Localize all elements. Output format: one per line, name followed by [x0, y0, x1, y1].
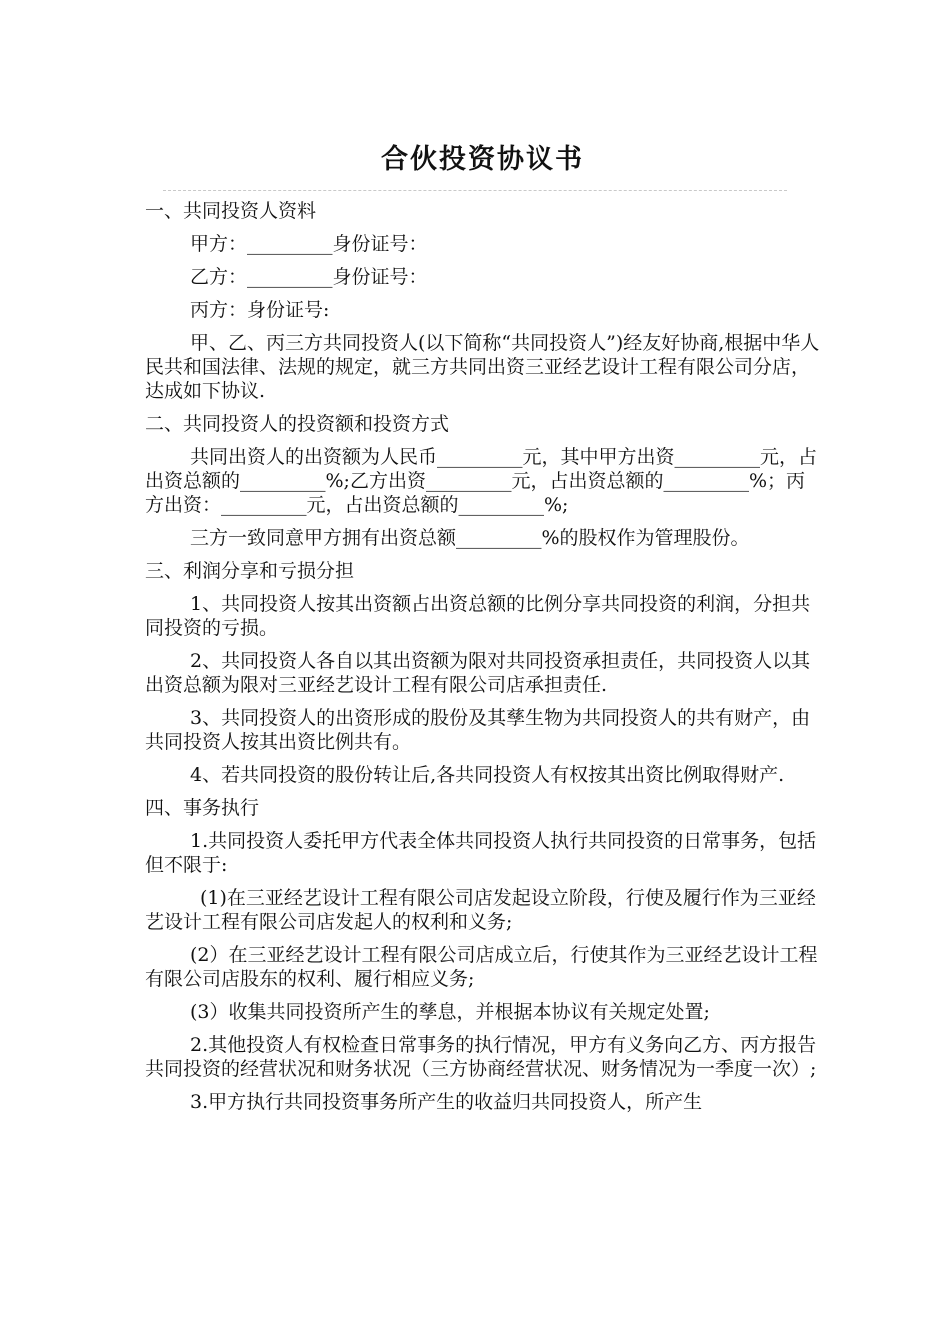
intro-paragraph: 甲、乙、丙三方共同投资人(以下简称“共同投资人”)经友好协商,根据中华人民共和国法律、法规的规定，就三方共同出资三亚经艺设计工程有限公司分店，达成如下协议. — [145, 332, 820, 402]
management-share-paragraph: 三方一致同意甲方拥有出资总额_________%的股权作为管理股份。 — [190, 527, 750, 549]
investment-amount-paragraph: 共同出资人的出资额为人民币_________元，其中甲方出资_________元，占出资总额的_________%;乙方出资_________元，占出资总额的_________%；丙方出资：_________元，占出资总额的_________%; — [145, 446, 818, 516]
section-4-heading: 四、事务执行 — [145, 797, 260, 819]
affairs-clause-1-item-2: (2）在三亚经艺设计工程有限公司店成立后，行使其作为三亚经艺设计工程有限公司店股东的权利、履行相应义务; — [145, 944, 818, 990]
title-divider — [163, 190, 787, 191]
section-1-heading: 一、共同投资人资料 — [145, 200, 317, 222]
party-a-line: 甲方：_________身份证号： — [190, 233, 428, 255]
profit-clause-1: 1、共同投资人按其出资额占出资总额的比例分享共同投资的利润，分担共同投资的亏损。 — [145, 593, 811, 639]
affairs-clause-2: 2.其他投资人有权检查日常事务的执行情况，甲方有义务向乙方、丙方报告共同投资的经营状况和财务状况（三方协商经营状况、财务情况为一季度一次）; — [145, 1034, 817, 1080]
profit-clause-3: 3、共同投资人的出资形成的股份及其孳生物为共同投资人的共有财产，由共同投资人按其出资比例共有。 — [145, 707, 811, 753]
party-c-line: 丙方：身份证号: — [190, 299, 330, 321]
section-2-heading: 二、共同投资人的投资额和投资方式 — [145, 413, 450, 435]
affairs-clause-3: 3.甲方执行共同投资事务所产生的收益归共同投资人，所产生 — [190, 1091, 703, 1113]
affairs-clause-1-item-3: (3）收集共同投资所产生的孳息，并根据本协议有关规定处置; — [190, 1001, 710, 1023]
profit-clause-2: 2、共同投资人各自以其出资额为限对共同投资承担责任，共同投资人以其出资总额为限对三亚经艺设计工程有限公司店承担责任. — [145, 650, 811, 696]
party-b-line: 乙方：_________身份证号： — [190, 266, 428, 288]
affairs-clause-1-item-1: (1)在三亚经艺设计工程有限公司店发起设立阶段，行使及履行作为三亚经艺设计工程有限公司店发起人的权利和义务; — [145, 887, 816, 933]
section-3-heading: 三、利润分享和亏损分担 — [145, 560, 355, 582]
affairs-clause-1: 1.共同投资人委托甲方代表全体共同投资人执行共同投资的日常事务，包括但不限于: — [145, 830, 817, 876]
profit-clause-4: 4、若共同投资的股份转让后,各共同投资人有权按其出资比例取得财产. — [190, 764, 785, 786]
document-title: 合伙投资协议书 — [381, 144, 584, 175]
document-page — [145, 140, 820, 1123]
